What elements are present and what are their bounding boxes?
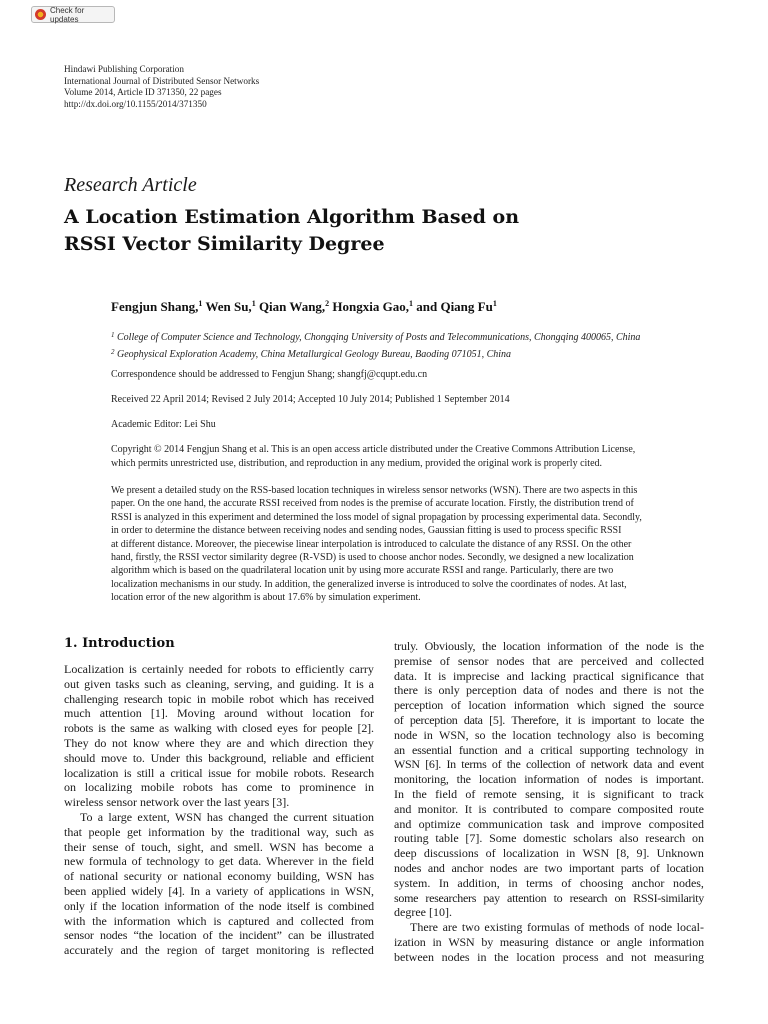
title-line-2: RSSI Vector Similarity Degree <box>64 233 385 255</box>
body-text-line: and monitor. It is contributed to compare composited route <box>394 801 704 816</box>
body-text-line: and optimize communication task and improve composited <box>394 816 704 831</box>
body-text-line: with the information which is captured and collected from <box>64 913 374 928</box>
abstract-line: hand, firstly, the RSSI vector similarity degree (R-VSD) is used to choose anchor nodes. Secondly, we designed a new localization <box>111 552 634 564</box>
author-affil-mark: 2 <box>325 299 330 308</box>
body-text-line: new formula of technology to get data. Wherever in the field <box>64 854 374 869</box>
body-text-line: there is only perception data of nodes and there is not the <box>394 683 704 698</box>
article-type: Research Article <box>64 174 197 196</box>
affiliation-2 <box>111 345 640 362</box>
body-text-line: monitoring, the location information of nodes is important. <box>394 772 704 787</box>
body-text-line: an essential function and a critical supporting technology in <box>394 742 704 757</box>
check-for-updates-label: Check for updates <box>50 5 85 24</box>
body-text-line: Localization is certainly needed for robots to efficiently carry <box>64 662 374 676</box>
body-text-line: been applied widely [4]. In a variety of applications in WSN, <box>64 883 374 898</box>
copyright-notice <box>111 443 705 471</box>
body-text-line: only if the location information of the node itself is combined <box>64 898 374 913</box>
body-text-line: node in WSN, so the location technology also is becoming <box>394 727 704 742</box>
affiliations <box>111 328 640 362</box>
body-text-line: routing table [7]. Some domestic scholars also research on <box>394 831 704 846</box>
journal-header <box>64 64 259 110</box>
affiliation-text: College of Computer Science and Technology, Chongqing University of Posts and Telecommunications, Chongqing 400065, China <box>117 332 641 343</box>
volume-line: Volume 2014, Article ID 371350, 22 pages <box>64 87 222 97</box>
body-text-line: that people get information by the traditional way, such as <box>64 824 374 839</box>
author-name: Hongxia Gao, <box>332 299 409 314</box>
section-heading: 1. Introduction <box>64 636 175 651</box>
abstract-line: paper. On the one hand, the accurate RSSI received from nodes is the premise of accurate location. Firstly, the distribution trend of <box>111 498 634 510</box>
author-name: and Qiang Fu <box>416 299 493 314</box>
body-text-line: data. It is imprecise and lacking practical significance that <box>394 668 704 683</box>
body-text-line: To a large extent, WSN has changed the current situation <box>80 809 374 824</box>
body-text-line: sensor nodes “the location of the incident” can be illustrated <box>64 928 374 943</box>
body-text-line: some researchers pay attention to research on RSSI-similarity <box>394 890 704 905</box>
body-text-line: degree [10]. <box>394 905 452 920</box>
doi-link[interactable]: http://dx.doi.org/10.1155/2014/371350 <box>64 98 207 109</box>
paper-title <box>64 204 519 258</box>
copyright-line: which permits unrestricted use, distribution, and reproduction in any medium, provided the original work is properly cited. <box>111 458 603 469</box>
body-text-line: much attention [1]. Moving around without location for <box>64 706 374 721</box>
left-column <box>64 662 374 958</box>
abstract-line: localization mechanisms in our study. In addition, the generalized inverse is introduced to solve the coordinates of nodes. At last, <box>111 578 627 590</box>
affiliation-1 <box>111 328 640 345</box>
abstract-line: We present a detailed study on the RSS-based location techniques in wireless sensor networks (WSN). There are two aspects in this <box>111 485 638 496</box>
publisher-line: Hindawi Publishing Corporation <box>64 64 184 74</box>
body-text-line: wireless sensor network over the last years [3]. <box>64 795 290 810</box>
body-text-line: accurately and the region of target monitoring is reflected <box>64 943 374 958</box>
author-name: Fengjun Shang, <box>111 299 199 314</box>
body-text-line: truly. Obviously, the location information of the node is the <box>394 639 704 653</box>
body-text-line: nodes and anchor nodes are two important parts of location <box>394 860 704 875</box>
article-dates: Received 22 April 2014; Revised 2 July 2014; Accepted 10 July 2014; Published 1 September 2014 <box>111 394 510 405</box>
body-text-line: should move to. Under this background, reliable and efficient <box>64 750 374 765</box>
author-name: Qian Wang, <box>258 299 326 314</box>
author-name: Wen Su, <box>205 299 252 314</box>
check-for-updates-badge[interactable] <box>31 6 115 23</box>
body-text-line: There are two existing formulas of methods of node local- <box>410 920 704 935</box>
author-affil-mark: 1 <box>198 299 203 308</box>
abstract <box>111 484 705 605</box>
author-affil-mark: 1 <box>409 299 413 308</box>
body-text-line: premise of sensor nodes that are perceived and collected <box>394 653 704 668</box>
copyright-line: Copyright © 2014 Fengjun Shang et al. This is an open access article distributed under the Creative Commons Attribution License, <box>111 444 636 455</box>
body-text-line: on localizing mobile robots has come to prominence in <box>64 780 374 795</box>
body-text-line: of perception data [5]. Therefore, it is important to locate the <box>394 712 704 727</box>
author-affil-mark: 1 <box>492 299 497 308</box>
academic-editor: Academic Editor: Lei Shu <box>111 419 216 430</box>
body-text-line: localization is still a critical issue for mobile robots. Research <box>64 765 374 780</box>
author-affil-mark: 1 <box>251 299 256 308</box>
abstract-line: at different distance. Moreover, the piecewise linear interpolation is introduced to calculate the distance of any RSSI. On the other <box>111 538 632 550</box>
body-text-line: their sense of touch, sight, and smell. WSN has become a <box>64 839 374 854</box>
body-text-line: out given tasks such as cleaning, serving, and guiding. It is a <box>64 676 374 691</box>
title-line-1: A Location Estimation Algorithm Based on <box>64 206 520 228</box>
affiliation-text: Geophysical Exploration Academy, China Metallurgical Geology Bureau, Baoding 071051, China <box>117 349 512 360</box>
body-text-line: of national security or national economy building, WSN has <box>64 869 374 884</box>
body-text-line: perception of location information which signed the source <box>394 698 704 713</box>
abstract-line: RSSI is analyzed in this experiment and determined the loss model of signal propagation by processing experimental data. Secondly, <box>111 511 642 523</box>
journal-name-line: International Journal of Distributed Sensor Networks <box>64 75 260 86</box>
right-column <box>394 639 704 965</box>
body-text-line: challenging research topic in mobile robot which has received <box>64 691 374 706</box>
author-list <box>111 299 497 315</box>
body-text-line: ization in WSN by measuring distance or angle information <box>394 934 704 949</box>
body-text-line: system. In addition, in terms of choosing anchor nodes, <box>394 875 704 890</box>
affiliation-mark: 1 <box>111 331 115 339</box>
abstract-line: algorithm which is based on the quadrilateral location unit by using more accurate RSSI and range. Particularly, there are two <box>111 565 614 577</box>
abstract-line: in order to determine the distance between receiving nodes and sending nodes, Gaussian fitting is used to process specific RSSI <box>111 525 622 537</box>
body-text-line: robots is the same as walking with closed eyes for people [2]. <box>64 721 374 736</box>
body-text-line: They do not know where they are and which direction they <box>64 735 374 750</box>
affiliation-mark: 2 <box>111 348 115 356</box>
check-updates-icon <box>35 9 46 20</box>
body-text-line: between nodes in the location process and not measuring <box>394 949 704 964</box>
abstract-line: location error of the new algorithm is about 17.6% by simulation experiment. <box>111 592 421 604</box>
body-text-line: WSN [6]. In terms of the collection of network data and event <box>394 757 704 772</box>
body-text-line: deep discussions of localization in WSN [8, 9]. Unknown <box>394 846 704 861</box>
body-text-line: In the field of remote sensing, it is significant to track <box>394 786 704 801</box>
correspondence: Correspondence should be addressed to Fengjun Shang; shangfj@cqupt.edu.cn <box>111 369 428 380</box>
